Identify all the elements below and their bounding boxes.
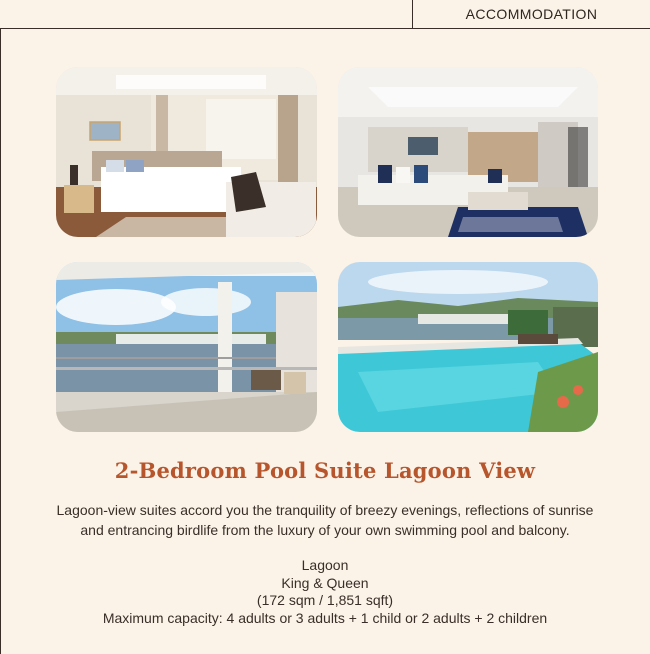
living-room-photo bbox=[338, 67, 598, 237]
room-details bbox=[0, 557, 650, 627]
description-line-1: Lagoon-view suites accord you the tranquility of breezy evenings, reflections of sunrise bbox=[56, 502, 594, 518]
description-line-2: and entrancing birdlife from the luxury of your own swimming pool and balcony. bbox=[80, 522, 570, 538]
private-pool-photo bbox=[338, 262, 598, 432]
room-title: 2-Bedroom Pool Suite Lagoon View bbox=[114, 458, 536, 483]
balcony-view-photo bbox=[56, 262, 317, 432]
header-divider bbox=[0, 28, 650, 29]
room-bed-type: King & Queen bbox=[281, 574, 369, 591]
room-capacity: Maximum capacity: 4 adults or 3 adults + 1 child or 2 adults + 2 children bbox=[102, 609, 548, 626]
room-size: (172 sqm / 1,851 sqft) bbox=[256, 592, 394, 608]
section-label: ACCOMMODATION bbox=[465, 6, 598, 22]
room-view: Lagoon bbox=[301, 557, 349, 573]
room-description bbox=[20, 500, 630, 540]
bedroom-photo bbox=[56, 67, 317, 237]
